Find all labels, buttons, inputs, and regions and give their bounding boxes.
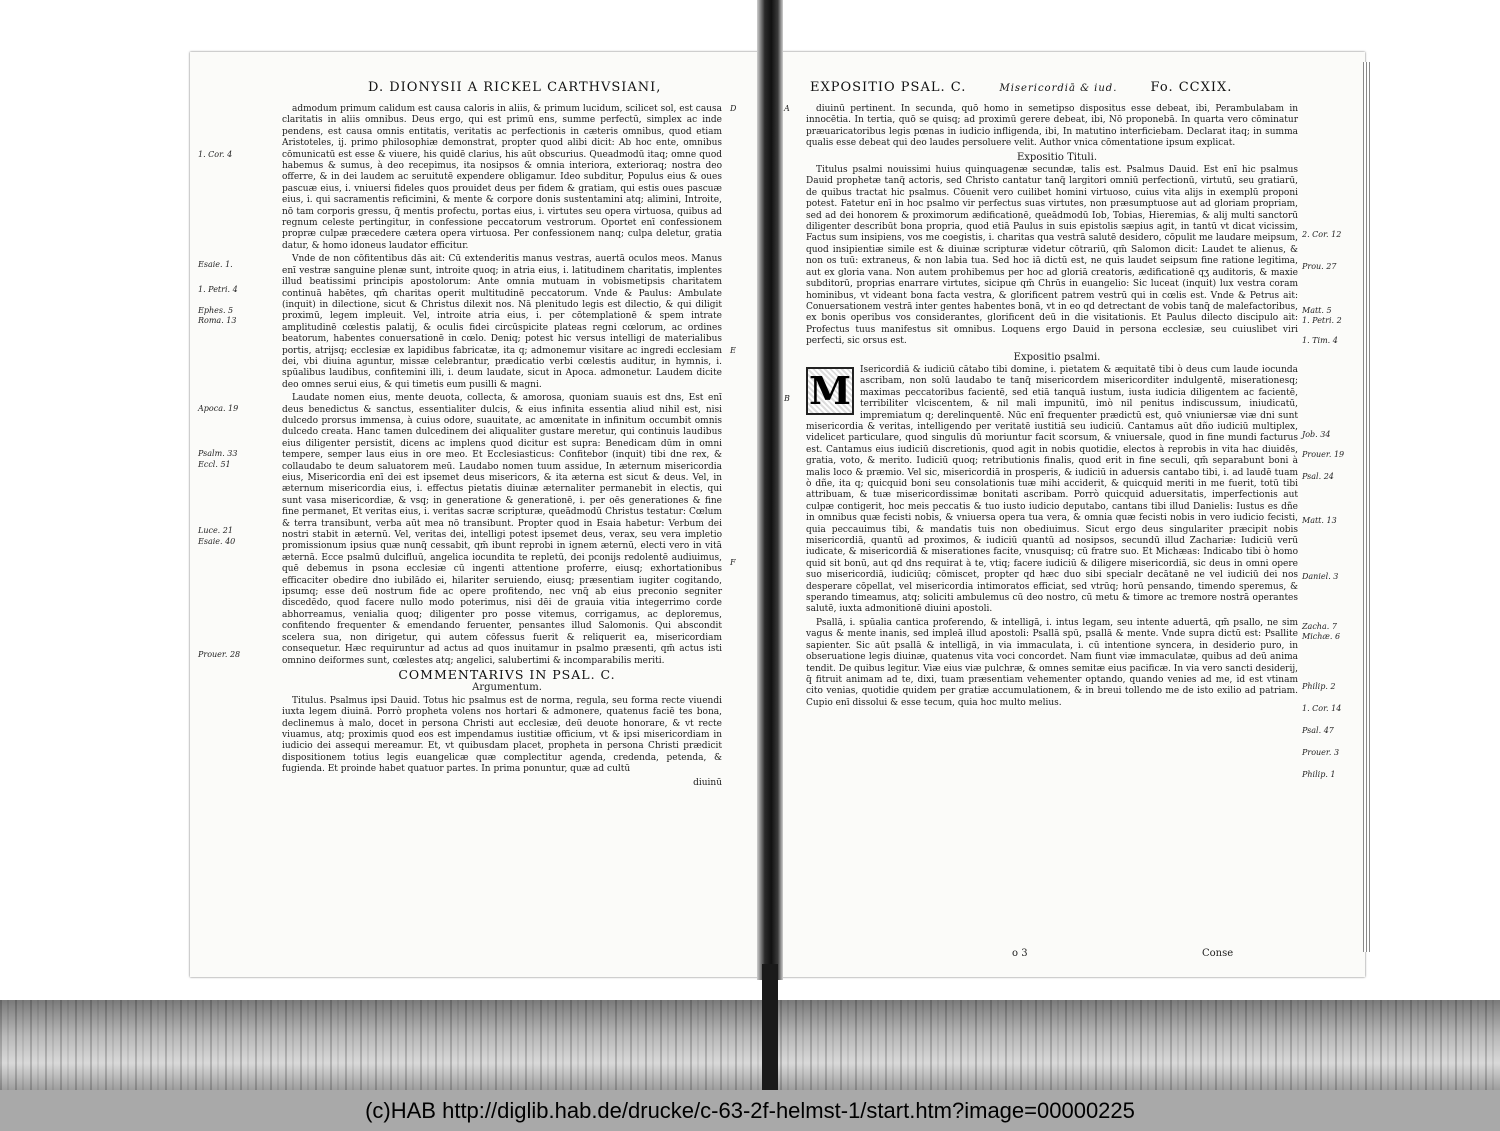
margin-note: 1. Petri. 4 — [198, 285, 238, 294]
paragraph — [806, 365, 1298, 616]
margin-note: Zacha. 7 — [1302, 622, 1337, 631]
decorated-initial: M — [806, 367, 854, 415]
section-letter: E — [730, 346, 736, 355]
margin-note: Prouer. 3 — [1302, 748, 1340, 757]
margin-note: Esaie. 40 — [198, 537, 236, 546]
subheading: Expositio Tituli. — [1016, 151, 1097, 163]
right-page — [770, 52, 1365, 977]
section-heading: COMMENTARIVS IN PSAL. C. — [398, 666, 616, 682]
margin-note: 1. Cor. 14 — [1302, 704, 1342, 713]
copyright-caption: (c)HAB http://diglib.hab.de/drucke/c-63-2f-helmst-1/start.htm?image=00000225 — [0, 1090, 1500, 1131]
catchword: diuinū — [693, 777, 722, 788]
margin-note: Prouer. 28 — [198, 650, 241, 659]
paragraph: admodum primum calidum est causa caloris in aliis, & primum lucidum, scilicet sol, est causa claritatis in aliis omnibus. Deus ergo, qui est primū ens, summe perfectū, simplex ac inde pendens, est causa omnis entitatis, veritatis ac perfectionis in cæteris omnibus, quod etiam Aristoteles, ij. primo philosophiæ demonstrat, propter quod alibi dicit: Ab hoc ente, omnibus cōmunicatū est esse & viuere, his quidē clarius, his aūt obscurius. Queadmodū itaq; omne quod habemus & sumus, à deo recepimus, ita nosipsos & omnia interiora, exterioraq; nostra deo offerre, & in dei laudem ac seruitutē expendere obligamur. Ideo subditur, Populus eius & oues pascuæ eius, i. vniuersi fideles quos prouidet deus per fidem & gratiam, qui estis oues pascuæ eius, i. qui sacramentis reficimini, & mente & corpore donis sustentamini atq; alimini, Introite, nō tam corporis gressu, q̃ mentis profectu, portas eius, i. virtutes seu opera virtuosa, quibus ad regnum celeste pertingitur, in confessione peccatorum vestrorum. Oportet enī confessionem propræ culpæ præcedere cætera opera virtuosa. Per confessionem nanq; culpa deletur, gratia datur, & homo idoneus laudator efficitur. — [282, 104, 722, 251]
margin-note: Psal. 24 — [1302, 472, 1334, 481]
margin-note: 1. Tim. 4 — [1302, 336, 1338, 345]
margin-note: Luce. 21 — [198, 526, 233, 535]
paragraph: diuinū pertinent. In secunda, quō homo in semetipso dispositus esse debeat, ibi, Perambulabam in innocētia. In tertia, quō se quisq; ad proximū gerere debeat, ibi, Nō proponebā. In quarta vero cōminatur præuaricatoribus legis pœnas in iudicio infligenda, ibi, In matutino interficiebam. Declarat itaq; in summa qualis esse debeat qui deo laudes persoluere velit. Author vnica cōmentatione ipsum explicat. — [806, 104, 1298, 149]
folio-number: Fo. CCXIX. — [1150, 80, 1233, 95]
margin-note: Matt. 5 — [1302, 306, 1332, 315]
page-edges — [1363, 62, 1371, 952]
book-spine-shadow — [762, 964, 778, 1090]
margin-note: Roma. 13 — [198, 316, 237, 325]
margin-note: Psal. 47 — [1302, 726, 1334, 735]
margin-note: Matt. 13 — [1302, 516, 1337, 525]
left-section-letters — [730, 102, 760, 622]
margin-note: 2. Cor. 12 — [1302, 230, 1342, 239]
right-text-block — [806, 104, 1298, 711]
section-letter: B — [784, 394, 790, 403]
subheading: Argumentum. — [472, 682, 542, 694]
margin-note: 1. Petri. 2 — [1302, 316, 1342, 325]
margin-note: Eccl. 51 — [198, 460, 231, 469]
left-text-block — [282, 104, 722, 791]
section-letter: F — [730, 558, 736, 567]
paragraph: Psallā, i. spūalia cantica proferendo, & intelligā, i. intus legam, seu intente aduertā, qm̄ psallo, ne sim vagus & mente inanis, sed impleā illud apostoli: Psallā spū, psallā & mente. Vnde supra dictū est: Psallite sapienter. Sic aūt psallā & intelligā, in via immaculata, i. cū intentione syncera, in desiderio puro, in obseruatione legis diuinæ, quatenus vita voci concordet. Nam fiunt viæ immaculatæ, quibus ad deū anima tendit. De quibus legitur. Viæ eius viæ pulchræ, & omnes semitæ eius pacificæ. In via vero sancti desiderij, q̃ fitruit animam ad te, dixi, tuam præsentiam vehementer optando, quando venies ad me, id est vtinam cito venias, quotidie quidem per gratiæ accumulationem, & in breui tollendo me de isto exilio ad patriam. Cupio enī dissolui & esse tecum, quia hoc multo melius. — [806, 617, 1298, 708]
margin-note: Daniel. 3 — [1302, 572, 1339, 581]
scanner-bed — [0, 1000, 1500, 1090]
margin-note: Philip. 2 — [1302, 682, 1336, 691]
left-margin-notes — [198, 142, 258, 702]
right-margin-notes — [1302, 222, 1362, 782]
paragraph: Laudate nomen eius, mente deuota, collecta, & amorosa, quoniam suauis est dns, Est enī deus benedictus & sanctus, essentialiter dulcis, & eius infinita essentia aliud nihil est, nisi dulcedo prorsus immensa, à cuius odore, suauitate, ac amœnitate in infinitum occumbit omnis dulcedo creata. Hanc tamen dulcedinem dei aliqualiter gustare meretur, qui continuis laudibus eius diligenter persistit, dicens ac implens quod dicitur est supra: Benedicam dūm in omni tempere, semper laus eius in ore meo. Et Ecclesiasticus: Confitebor (inquit) tibi dne rex, & collaudabo te deum saluatorem meū. Laudabo nomen tuum assidue, In æternum misericordia eius, Misericordia enī dei est ipsemet deus misericors, & ita æterna est sicut & deus. Vel, in æternum misericordia eius, i. effectus pietatis diuinæ æternaliter permanebit in electis, qui sunt vasa misericordiæ, & vsq; in generatione & generationē, i. per oēs generationes & fine fine permanet, Et veritas eius, i. veritas sacræ scripturæ, queādmodū Christus testatur: Cœlum & terra transibunt, verba aūt mea nō transibunt. Propter quod in Esaia habetur: Verbum dei nostri stabit in æternū. Vel, veritas dei, intelligi potest ipsemet deus, verax, seu vera impletio promissionum ipsius quæ nunq̃ cessabit, qm̄ ibunt reprobi in ignem æternū, electi vero in vitā æternā. Ecce psalmū dulcifluū, angelica iocundita te repletū, dei pconijs redolentē audiuimus, quē debemus in psona ecclesiæ cū ingenti attentione proferre, eiusq; exhortationibus efficaciter obedire dno iubilādo ei, hilariter seruiendo, eiusq; præsentiam iugiter cogitando, ipsumq; esse deū nostrum fide ac opere profitendo, nec vnq̃ ab eius preconio segniter discedēdo, quod facere nullo modo poterimus, nisi dēi de grauia vitia integerrimo corde abhorreamus, venialia quoq; diligenter pro posse vitemus, corrigamus, ac deploremus, confitendo frequenter & emendando feruenter, pensantes illud Salomonis. Qui abscondit scelera sua, non dirigetur, qui autem cōfessus fuerit & reliquerit ea, misericordiam consequetur. Hæc requiruntur ad actus ad quos inuitamur in psalmo præsenti, qm̄ actus isti omnino deiformes sunt, cœlestes atq; angelici, salubertimi & incomparabilis meriti. — [282, 393, 722, 666]
paragraph: Vnde de non cōfitentibus dās ait: Cū extenderitis manus vestras, auertā oculos meos. Manus enī vestræ sanguine plenæ sunt, introite quoq; in atria eius, i. latitudinem charitatis, implentes illud beatissimi principis apostolorum: Ante omnia mutuam in vobismetipsis charitatem continuā habētes, qm̄ charitas operit multitudinē peccatorum. Vnde & Paulus: Ambulate (inquit) in dilectione, sicut & Christus dilexit nos. Nā plenitudo legis est dilectio, & qui diligit proximū, legem impleuit. Vel, introite atria eius, i. per cōtemplationē & spem intrate amplitudinē cœlestis palatij, & oculis fidei circūspicite plateas regni cœlorum, ac ordines beatorum, habentes conuersationē in cœlo. Deniq; potest hic versus intelligi de materialibus portis, atrijsq; ecclesiæ ex lapidibus fabricatæ, ita q; admonemur visitare ac ingredi ecclesiam dei, vbi diuina aguntur, missæ celebrantur, prædicatio verbi cœlestis auditur, in hymnis, i. spūalibus laudibus, confitemini illi, i. deum laudate, sicut in Apoca. admonetur. Laudem dicite deo omnes serui eius, & qui timetis eum pusilli & magni. — [282, 254, 722, 390]
margin-note: 1. Cor. 4 — [198, 150, 233, 159]
margin-note: Prouer. 19 — [1302, 450, 1345, 459]
margin-note: Psalm. 33 — [198, 449, 238, 458]
catchword: Conse — [1202, 948, 1234, 959]
signature-mark: o 3 — [1012, 948, 1028, 959]
margin-note: Ephes. 5 — [198, 306, 234, 315]
margin-note: Job. 34 — [1302, 430, 1331, 439]
margin-note: Prou. 27 — [1302, 262, 1337, 271]
paragraph: Titulus psalmi nouissimi huius quinquagenæ secundæ, talis est. Psalmus Dauid. Est enī hic psalmus Dauid prophetæ tanq̃ actoris, sed Christo cantatur tanq̃ largitori omniū perfectionū, virtutū, seu gratiarū, de quibus tractat hic psalmus. Cōuenit vero cuilibet homini virtuoso, cuius vita alijs in exemplū proponi potest. Fatetur enī in hoc psalmo vir perfectus suas virtutes, non præsumptuose aut ad gloriam propriam, sed ad dei honorem & proximorum ædificationē, queādmodū Iob, Tobias, Hieremias, & alij multi sanctorū diligenter describūt bona propria, quod etiā Paulus in suis epistolis sæpius agit, in tantū vt dicat vicissim, Factus sum insipiens, vos me coegistis, i. charitas qua vestrā salutē desidero, cōpulit me laudare meipsum, quod insipientiæ simile est & diuinæ scripturæ videtur cōtrariū, qm̄ Salomon dicit: Laudet te alienus, & non os tuū: extraneus, & non labia tua. Sed hoc iā dictū est, ne quis laudet seipsum fine ratione legitima, aut ex gloria vana. Non autem prohibemus per hoc ad gloriā creatoris, ædificationē qʒ auditoris, & maxie subditorū, proprias enarrare virtutes, sicipue qm̄ Chrūs in euangelio: Sic luceat (inquit) lux vestra coram hominibus, vt videant bona facta vestra, & glorificent patrem vestrū qui in cœlis est. Vnde & Petrus ait: Conuersationem vestrā inter gentes habentes bonā, vt in eo qd detrectant de vobis tanq̃ de malefactoribus, ex bonis operibus vos considerantes, glorificent deū in die visitationis. Et Paulus dilecto discipulo ait: Profectus tuus manifestus sit omnibus. Loquens ergo Dauid in persona ecclesiæ, seu cuiuslibet viri perfecti, sic orsus est. — [806, 165, 1298, 347]
paragraph-text: Isericordiā & iudiciū cātabo tibi domine, i. pietatem & æquitatē tibi ò deus cum laude iocunda ascribam, non solū laudabo te tanq̃ misericordem misericorditer indulgentē, miserationesq; maximas peccatoribus facientē, sed etiā tanquā iustum, iusta iudicia diligentem ac facientē, terribiliter vlciscentem, & nil mali impunitū, imò nil penitus indiscussum, iniudicatū, impremiatum q; derelinquentē. Nūc enī frequenter prædictū est, quō vniuniersæ viæ dni sunt misericordia & veritas, intelligendo per veritatē iustitiā seu iudiciū. Cantamus aūt dño iudiciū multiplex, videlicet particulare, quod singulis dū moriuntur facit scorsum, & vniuersale, quod in fine mundi facturus est. Cantamus eius iudiciū discretionis, quod agit in nobis quotidie, electos à reprobis in vita hac diuidēs, gratia, voto, & merito. Iudiciū quoq; retributionis finalis, quod erit in fine seculi, qm̄ separabunt boni à malis loco & præmio. Vel sic, misericordiā in prosperis, & iudiciū in aduersis cantabo tibi, i. ad laudē tuam ò dñe, ita q; quicquid boni seu consolationis tuæ mihi acciderit, & quicquid meriti in me fuerit, totū tibi attribuam, & tuæ misericordissimæ bonitati ascribam. Porrò quicquid aduersitatis, imperfectionis aut culpæ contigerit, hoc meis peccatis & tuo iusto iudicio deputabo, cantans tibi illud Danielis: Iustus es dñe in omnibus quæ fecisti nobis, & vniuersa opera tua vera, & omnia quæ fecisti nobis in vero iudicio fecisti, quia peccauimus tibi, & mandatis tuis non obediuimus. Sicut ergo deus singulariter præcipit nobis misericordiā, quantū ad proximos, & iudiciū quantū ad nosipsos, secundū illud Zachariæ: Iudiciū verū iudicate, & misericordiā & miserationes facite, vnusquisq; cū fratre suo. Et Michæas: Indicabo tibi ò homo quid sit bonū, aut qd dns requirat à te, vtiq; facere iudiciū & diligere misericordiā, sic deus in omni opere suo misericordiā, iudiciūq; cōmiscet, propter qd hæc duo sibi specialr decātanē ne vel iudiciū dei nos desperare cōpellat, vel misericordia intimoratos efficiat, sed vtrūq; horū pensando, timendo speremus, & sperando timeamus, atq; soliciti ambulemus cū deo nostro, cū metu & timore ac tremore nostrā operantes salutē, iuxta admonitionē diuini apostoli. — [806, 364, 1298, 615]
running-head-title: EXPOSITIO PSAL. C. — [810, 80, 967, 95]
open-book — [190, 52, 1380, 982]
left-running-head: D. DIONYSII A RICKEL CARTHVSIANI, — [368, 80, 662, 95]
margin-note: Apoca. 19 — [198, 404, 239, 413]
margin-note: Esaie. 1. — [198, 260, 233, 269]
section-letter: D — [730, 104, 737, 113]
margin-note: Michæ. 6 — [1302, 632, 1341, 641]
left-page — [190, 52, 770, 977]
right-running-head — [810, 80, 1260, 95]
paragraph: Titulus. Psalmus ipsi Dauid. Totus hic psalmus est de norma, regula, seu forma recte viuendi iuxta legem diuinā. Porrò propheta volens nos hortari & admonere, quatenus faciē tes bona, declinemus à malo, docet in persona Christi aut ecclesiæ, deū deuote honorare, & vt recte viuamus, atq; proximis quod eos est impendamus iustitiæ officium, vt & ipsi misericordiam in iudicio dei assequi mereamur. Et, vt quibusdam placet, propheta in persona Christi prædicit dispositionem totius legis euangelicæ quæ complectitur agenda, credenda, petenda, & fugienda. Et proinde habet quatuor partes. In prima ponuntur, quæ ad cultū — [282, 695, 722, 775]
margin-note: Philip. 1 — [1302, 770, 1336, 779]
book-spine — [757, 0, 783, 980]
section-letter: A — [784, 104, 790, 113]
running-head-subject: Misericordiā & iud. — [999, 83, 1118, 94]
subheading: Expositio psalmi. — [1013, 351, 1101, 363]
